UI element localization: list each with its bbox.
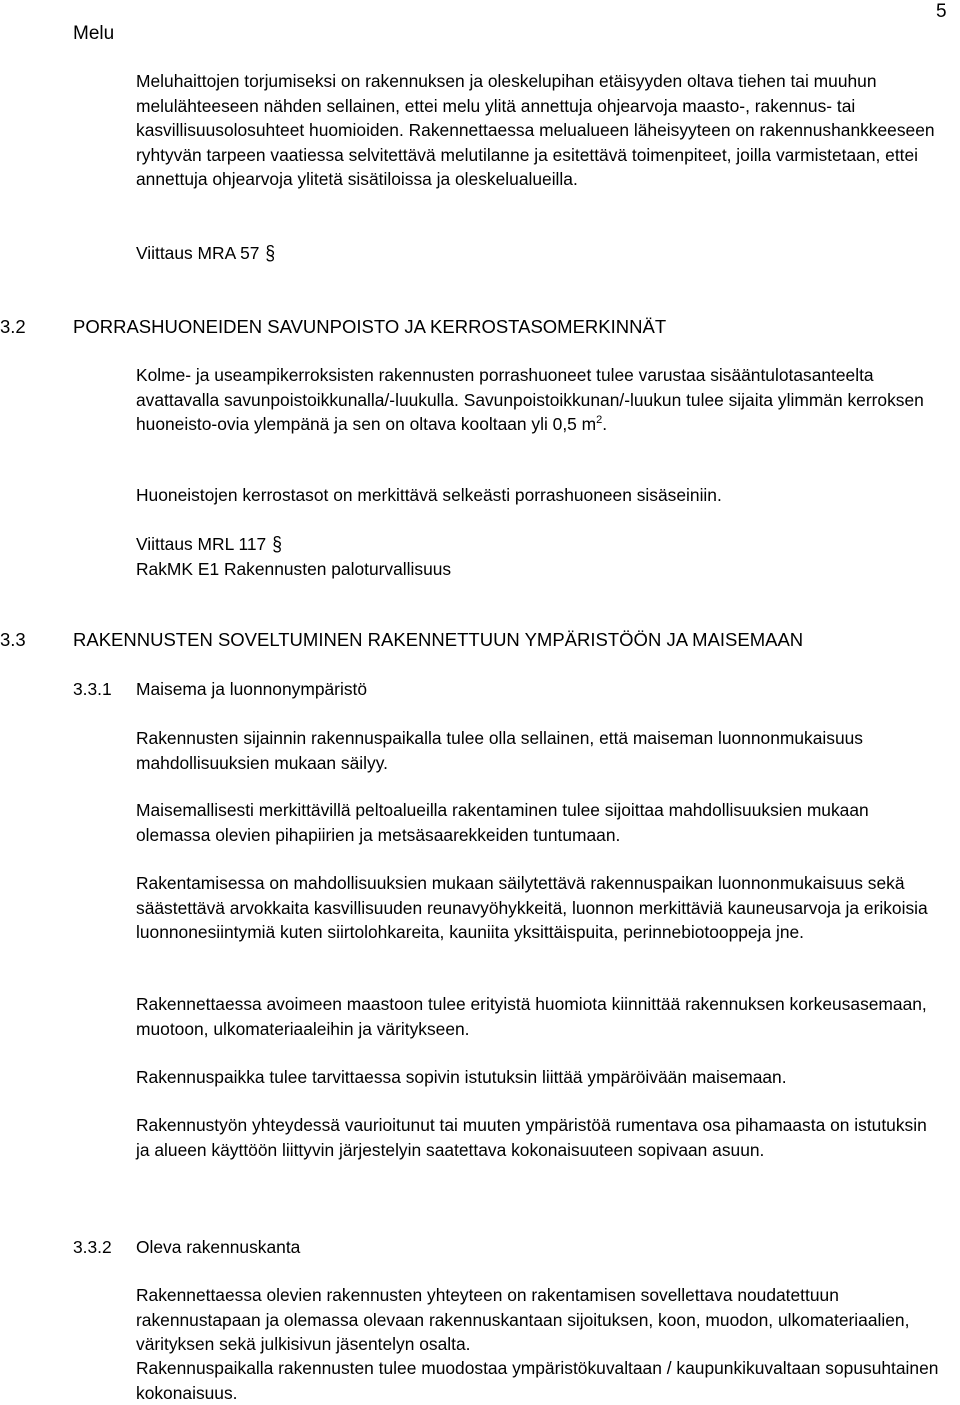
paragraph-end: . bbox=[602, 414, 608, 434]
section-paragraph: Huoneistojen kerrostasot on merkittävä selkeästi porrashuoneen sisäseiniin. bbox=[136, 485, 722, 505]
section-paragraph: Rakennuspaikka tulee tarvittaessa sopivin istutuksin liittää ympäröivään maisemaan. bbox=[136, 1067, 787, 1087]
paragraph-text: Kolme- ja useampikerroksisten rakennusten porrashuoneet tulee varustaa sisääntulotasanteelta avattavalla savunpoistoikkunalla/-luukulla. Savunpoistoikkunan/-luukun tulee sijaita ylimmän kerroksen huoneisto-ovia ylempänä ja sen on oltava kooltaan yli 0,5 m bbox=[136, 365, 924, 434]
section-paragraph: Rakennuspaikalla rakennusten tulee muodostaa ympäristökuvaltaan / kaupunkikuvaltaan sopusuhtainen kokonaisuus. bbox=[136, 1358, 939, 1403]
section-number: 3.2 bbox=[0, 316, 26, 337]
noise-reference bbox=[136, 241, 944, 266]
section-paragraph: Maisemallisesti merkittävillä peltoalueilla rakentaminen tulee sijoittaa mahdollisuuksien mukaan olemassa olevien pihapiirien ja metsäsaarekkeiden tuntumaan. bbox=[136, 800, 869, 845]
section-paragraph bbox=[136, 363, 944, 437]
section-number: 3.3 bbox=[0, 629, 26, 650]
noise-paragraph: Meluhaittojen torjumiseksi on rakennuksen ja oleskelupihan etäisyyden oltava tiehen tai muuhun melulähteeseen nähden sellainen, ettei melu ylitä annettuja ohjearvoja maasto-, rakennus- tai kasvillisuusolosuhteet huomioiden. Rakennettaessa melualueen läheisyyteen on rakennushankkeeseen ryhtyvän tarpeen vaatiessa selvitettävä melutilanne ja esitettävä toimenpiteet, joilla varmistetaan, ettei annettuja ohjearvoja ylitetä sisätiloissa ja oleskelualueilla. bbox=[136, 71, 935, 189]
header-title: Melu bbox=[73, 23, 115, 44]
section-paragraph: Rakennettaessa avoimeen maastoon tulee erityistä huomiota kiinnittää rakennuksen korkeusasemaan, muotoon, ulkomateriaaleihin ja väritykseen. bbox=[136, 994, 927, 1039]
subsection-title: Maisema ja luonnonympäristö bbox=[136, 679, 368, 699]
section-paragraph: Rakennustyön yhteydessä vaurioitunut tai muuten ympäristöä rumentava osa pihamaasta on istutuksin ja alueen käyttöön liittyvin järjestelyin saatettava kokonaisuuteen sopivaan asuun. bbox=[136, 1115, 927, 1160]
section-sign-icon: § bbox=[265, 241, 276, 265]
reference-text: Viittaus MRA 57 bbox=[136, 243, 260, 263]
section-sign-icon: § bbox=[272, 532, 282, 556]
reference-text: Viittaus MRL 117 bbox=[136, 534, 267, 554]
reference-line bbox=[136, 532, 944, 557]
section-paragraph: Rakentamisessa on mahdollisuuksien mukaan säilytettävä rakennuspaikan luonnonmukaisuus sekä säästettävä arvokkaita kasvillisuuden reunavyöhykkeitä, luonnon merkittäviä kauneusarvoja ja erikoisia luonnonesiintymiä kuten siirtolohkareita, kauniita yksittäispuita, perinnebiotooppeja jne. bbox=[136, 873, 928, 942]
section-paragraph: Rakennusten sijainnin rakennuspaikalla tulee olla sellainen, että maiseman luonnonmukaisuus mahdollisuuksien mukaan säilyy. bbox=[136, 728, 863, 773]
superscript: 2 bbox=[596, 414, 603, 427]
section-paragraph: Rakennettaessa olevien rakennusten yhteyteen on rakentamisen sovellettava noudatettuun rakennustapaan ja olemassa olevaan rakennuskantaan sijoituksen, koon, muodon, ulkomateriaalien, värityksen sekä julkisivun jäsentelyn osalta. bbox=[136, 1285, 910, 1354]
subsection-number: 3.3.2 bbox=[73, 1237, 112, 1257]
section-references bbox=[136, 532, 944, 581]
page-number: 5 bbox=[936, 1, 947, 22]
reference-text: RakMK E1 Rakennusten paloturvallisuus bbox=[136, 558, 452, 579]
subsection-number: 3.3.1 bbox=[73, 679, 112, 699]
section-title: RAKENNUSTEN SOVELTUMINEN RAKENNETTUUN YMPÄRISTÖÖN JA MAISEMAAN bbox=[73, 629, 804, 650]
section-title: PORRASHUONEIDEN SAVUNPOISTO JA KERROSTASOMERKINNÄT bbox=[73, 316, 667, 337]
subsection-title: Oleva rakennuskanta bbox=[136, 1237, 301, 1257]
